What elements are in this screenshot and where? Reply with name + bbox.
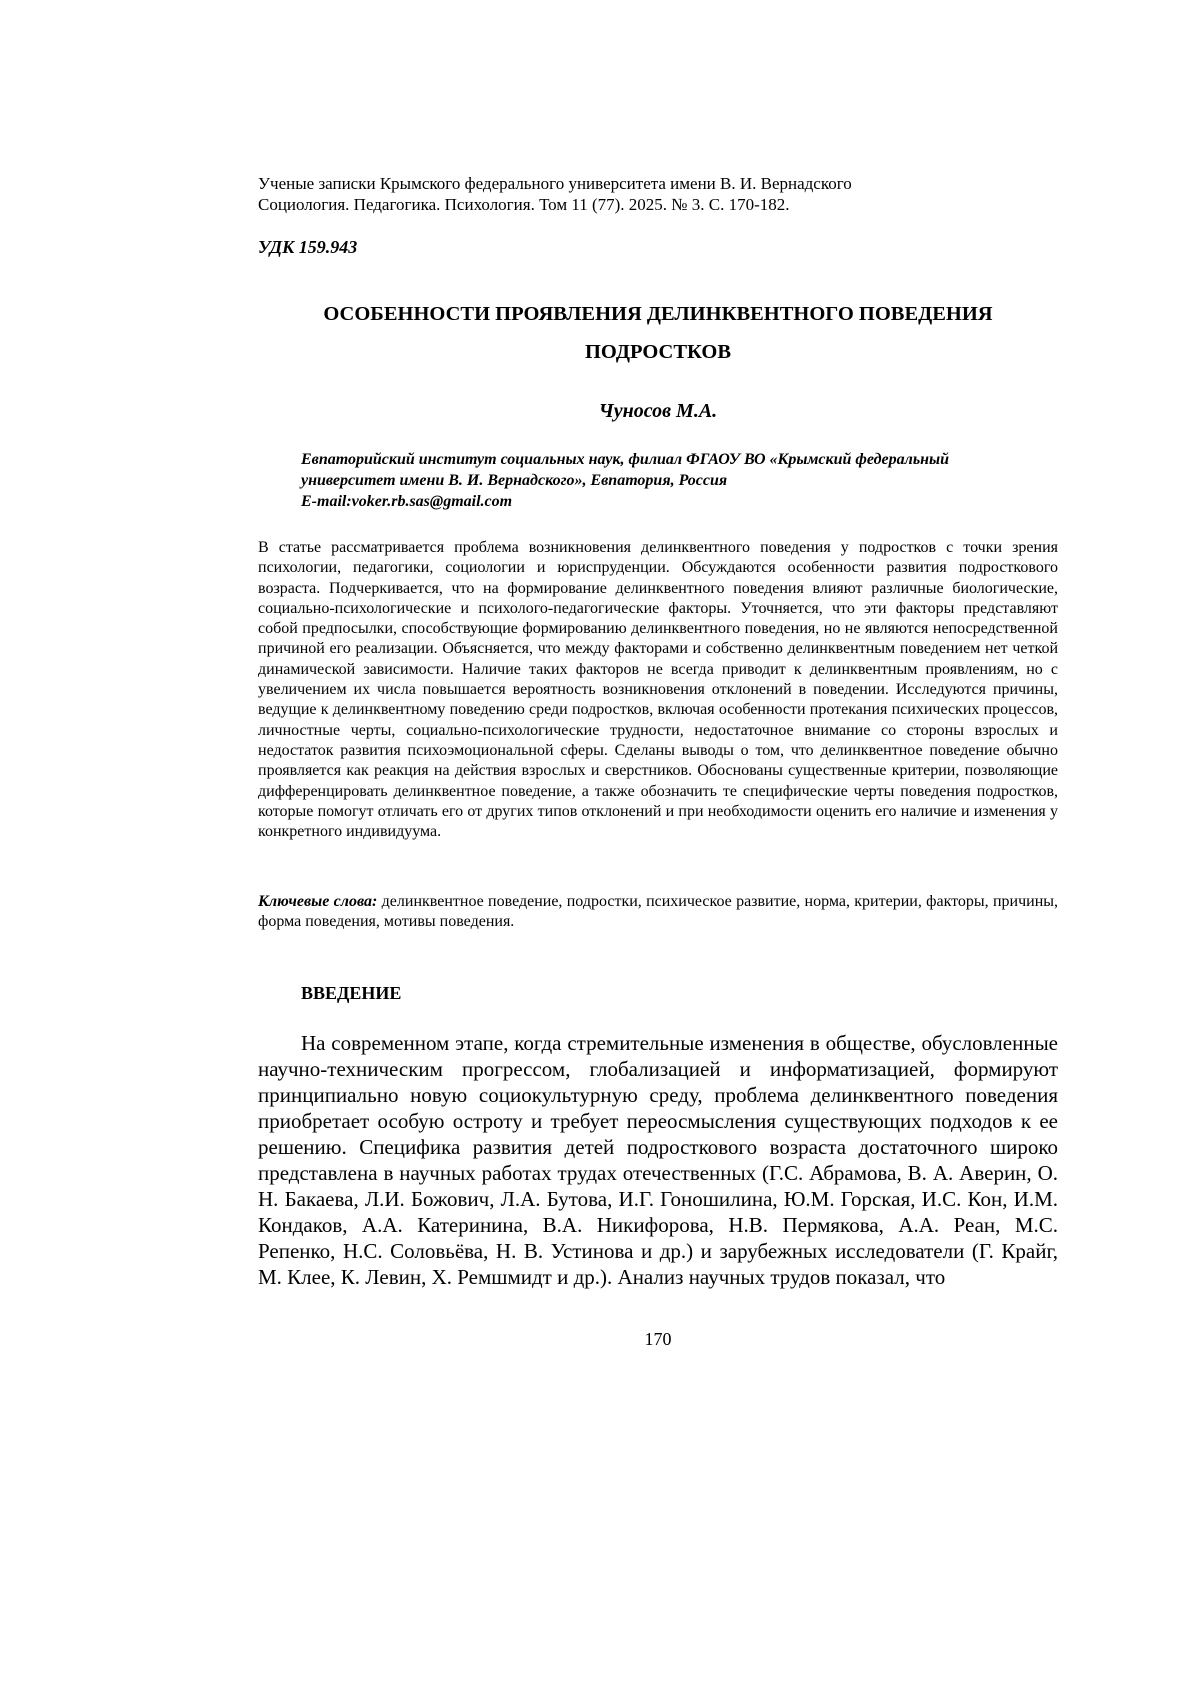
keywords-label: Ключевые слова: [258, 893, 377, 910]
affiliation-line-1: Евпаторийский институт социальных наук, филиал ФГАОУ ВО «Крымский федеральный [301, 449, 1061, 470]
article-title: ОСОБЕННОСТИ ПРОЯВЛЕНИЯ ДЕЛИНКВЕНТНОГО ПОВЕДЕНИЯ ПОДРОСТКОВ [258, 295, 1058, 371]
udk-code: УДК 159.943 [258, 237, 357, 258]
journal-header [258, 173, 978, 215]
author-email: E-mail:voker.rb.sas@gmail.com [301, 491, 1061, 512]
journal-header-line-2: Социология. Педагогика. Психология. Том 11 (77). 2025. № 3. С. 170-182. [258, 194, 978, 215]
article-author: Чуносов М.А. [258, 400, 1058, 423]
keywords-text: делинквентное поведение, подростки, психическое развитие, норма, критерии, факторы, причины, форма поведения, мотивы поведения. [258, 893, 1058, 930]
page [0, 0, 1200, 1697]
keywords [258, 892, 1058, 933]
introduction-paragraph: На современном этапе, когда стремительные изменения в обществе, обусловленные научно-техническим прогрессом, глобализацией и информатизацией, формируют принципиально новую социокультурную среду, проблема делинквентного поведения приобретает особую остроту и требует переосмысления существующих подходов к ее решению. Специфика развития детей подросткового возраста достаточного широко представлена в научных работах трудах отечественных (Г.С. Абрамова, В. А. Аверин, О. Н. Бакаева, Л.И. Божович, Л.А. Бутова, И.Г. Гоношилина, Ю.М. Горская, И.С. Кон, И.М. Кондаков, А.А. Катеринина, В.А. Никифорова, Н.В. Пермякова, А.А. Реан, М.С. Репенко, Н.С. Соловьёва, Н. В. Устинова и др.) и зарубежных исследователи (Г. Крайг, М. Клее, К. Левин, Х. Ремшмидт и др.). Анализ научных трудов показал, что [258, 1030, 1058, 1290]
author-affiliation [301, 449, 1061, 512]
page-number: 170 [258, 1329, 1058, 1350]
introduction-heading: ВВЕДЕНИЕ [301, 983, 401, 1004]
journal-header-line-1: Ученые записки Крымского федерального университета имени В. И. Вернадского [258, 173, 978, 194]
affiliation-line-2: университет имени В. И. Вернадского», Евпатория, Россия [301, 470, 1061, 491]
abstract: В статье рассматривается проблема возникновения делинквентного поведения у подростков с точки зрения психологии, педагогики, социологии и юриспруденции. Обсуждаются особенности развития подросткового возраста. Подчеркивается, что на формирование делинквентного поведения влияют различные биологические, социально-психологические и психолого-педагогические факторы. Уточняется, что эти факторы представляют собой предпосылки, способствующие формированию делинквентного поведения, но не являются непосредственной причиной его реализации. Объясняется, что между факторами и собственно делинквентным поведением нет четкой динамической зависимости. Наличие таких факторов не всегда приводит к делинквентным проявлениям, но с увеличением их числа повышается вероятность возникновения отклонений в поведении. Исследуются причины, ведущие к делинквентному поведению среди подростков, включая особенности протекания психических процессов, личностные черты, социально-психологические трудности, недостаточное внимание со стороны взрослых и недостаток развития психоэмоциональной сферы. Сделаны выводы о том, что делинквентное поведение обычно проявляется как реакция на действия взрослых и сверстников. Обоснованы существенные критерии, позволяющие дифференцировать делинквентное поведение, а также обозначить те специфические черты поведения подростков, которые помогут отличать его от других типов отклонений и при необходимости оценить его наличие и изменения у конкретного индивидуума. [258, 538, 1058, 842]
